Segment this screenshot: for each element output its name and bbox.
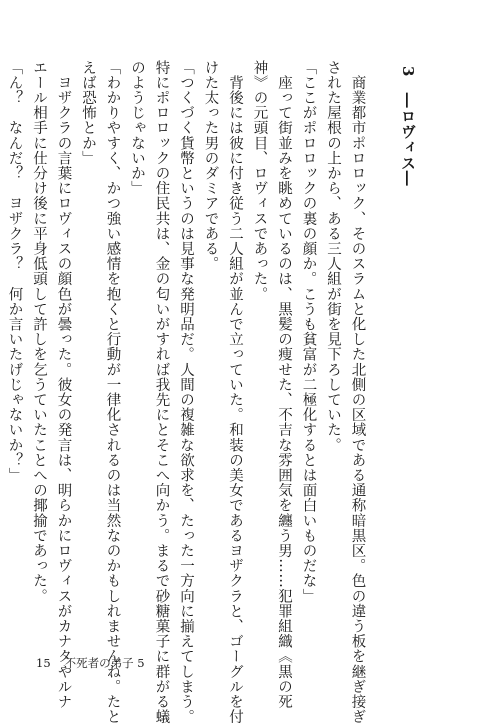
text-line: 神》の元頭目、ロヴィスであった。 [251, 60, 268, 302]
text-line: 「わかりやすく、かつ強い感情を抱くと行動が一律化されるのは当然なのかもしれませんね。たと [104, 60, 121, 724]
page-number: 15 [36, 656, 51, 670]
text-line: のようじゃないか」 [129, 60, 145, 196]
text-line: えば恐怖とか」 [80, 60, 96, 166]
text-line: 背後には彼に付き従う二人組が並んで立っていた。和装の美女であるヨザクラと、ゴーグルを付 [227, 60, 243, 724]
book-title: 不死者の弟子 5 [64, 656, 145, 670]
text-line: ヨザクラの言葉にロヴィスの顔色が曇った。彼女の発言は、明らかにロヴィスがカナタやルナ [55, 60, 72, 710]
text-line: 「ん？ なんだ？ ヨザクラ？ 何か言いたげじゃないか？」 [6, 60, 23, 483]
text-line: 特にポロロックの住民共は、金の匂いがすれば我先にとそこへ向かう。まるで砂糖菓子に群がる蟻 [153, 60, 170, 724]
text-line: 商業都市ポロロック、そのスラムと化した北側の区域である通称暗黒区。色の違う板を継ぎ接ぎ [349, 60, 366, 724]
text-line: 「つくづく貨幣というのは見事な発明品だ。人間の複雑な欲求を、たった一方向に揃えてしまう。 [178, 60, 194, 724]
chapter-title: ―ロヴィス― [399, 92, 417, 187]
text-line: 「ここがポロロックの裏の顔か。こうも貧富が二極化するとは面白いものだな」 [300, 60, 317, 604]
chapter-number: 3 [399, 66, 417, 78]
text-line: エール相手に仕分け後に平身低頭して許しを乞うていたことへの揶揄であった。 [31, 60, 47, 604]
text-line: 座って街並みを眺めているのは、黒髪の痩せた、不吉な雰囲気を纏う男……犯罪組織《黒の死 [276, 60, 292, 710]
text-line: された屋根の上から、ある三人組が街を見下ろしていた。 [325, 60, 341, 453]
page-footer [36, 655, 145, 671]
chapter-heading [396, 60, 421, 660]
text-line: けた太った男のダミアである。 [202, 60, 219, 272]
